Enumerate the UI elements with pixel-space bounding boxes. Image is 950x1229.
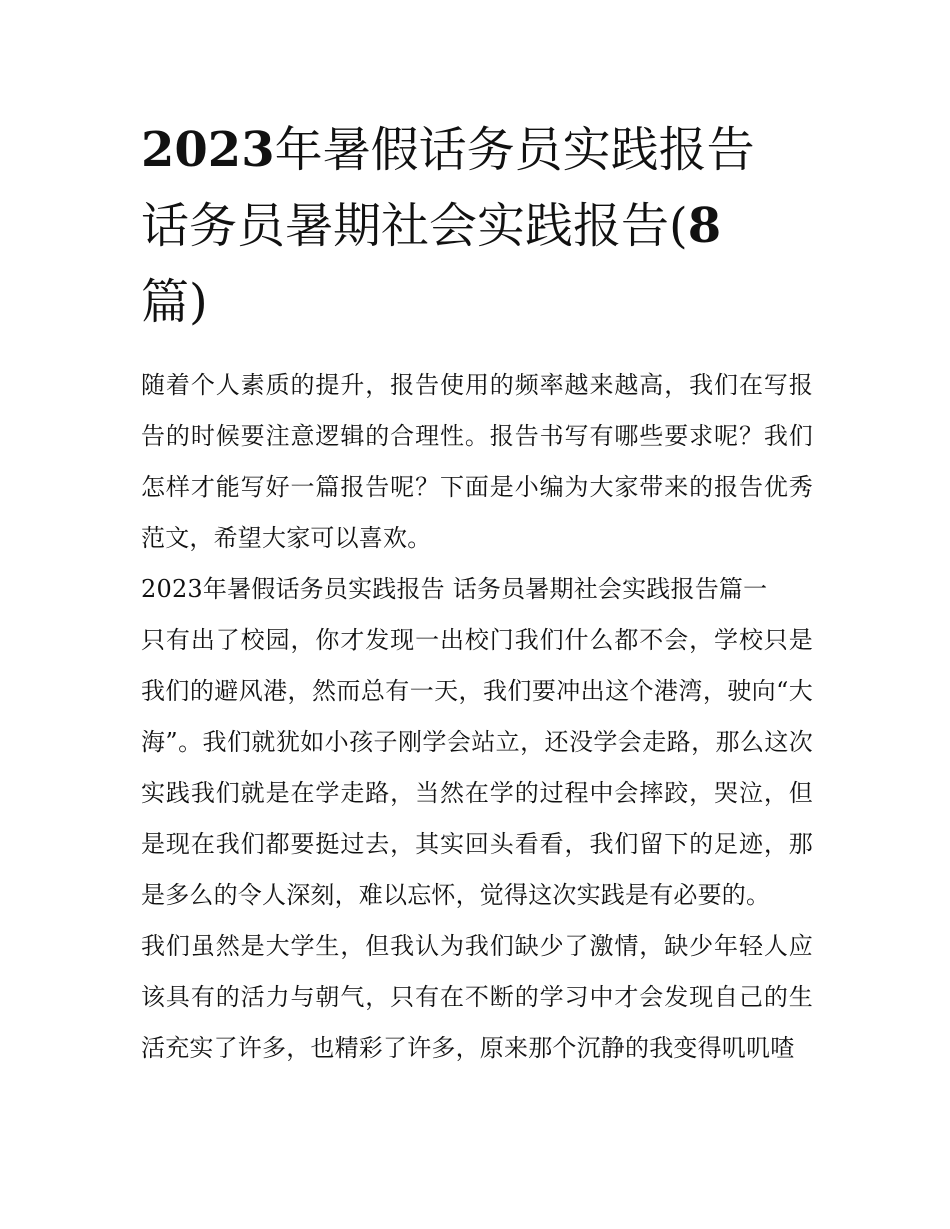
body-paragraph-1: 只有出了校园，你才发现一出校门我们什么都不会，学校只是我们的避风港，然而总有一天，我们要冲出这个港湾，驶向“大海”。我们就犹如小孩子刚学会站立，还没学会走路，那么这次实践我们就是在学走路，当然在学的过程中会摔跤，哭泣，但是现在我们都要挺过去，其实回头看看，我们留下的足迹，那是多么的令人深刻，难以忘怀，觉得这次实践是有必要的。: [141, 626, 813, 909]
document-body: [141, 112, 813, 1074]
title-year: 2023: [141, 122, 275, 178]
title-count: 8: [687, 198, 722, 254]
intro-paragraph: 随着个人素质的提升，报告使用的频率越来越高，我们在写报告的时候要注意逻辑的合理性。报告书写有哪些要求呢？我们怎样才能写好一篇报告呢？下面是小编为大家带来的报告优秀范文，希望大家可以喜欢。: [141, 371, 813, 552]
body-paragraph-2: 我们虽然是大学生，但我认为我们缺少了激情，缺少年轻人应该具有的活力与朝气，只有在不断的学习中才会发现自己的生活充实了许多，也精彩了许多，原来那个沉静的我变得叽叽喳: [141, 932, 813, 1062]
document-title: [141, 112, 761, 340]
title-end: 篇): [141, 274, 208, 330]
title-main: 年暑假话务员实践报告 话务员暑期社会实践报告(: [141, 122, 755, 254]
section-heading: 2023年暑假话务员实践报告 话务员暑期社会实践报告篇一: [141, 575, 768, 603]
